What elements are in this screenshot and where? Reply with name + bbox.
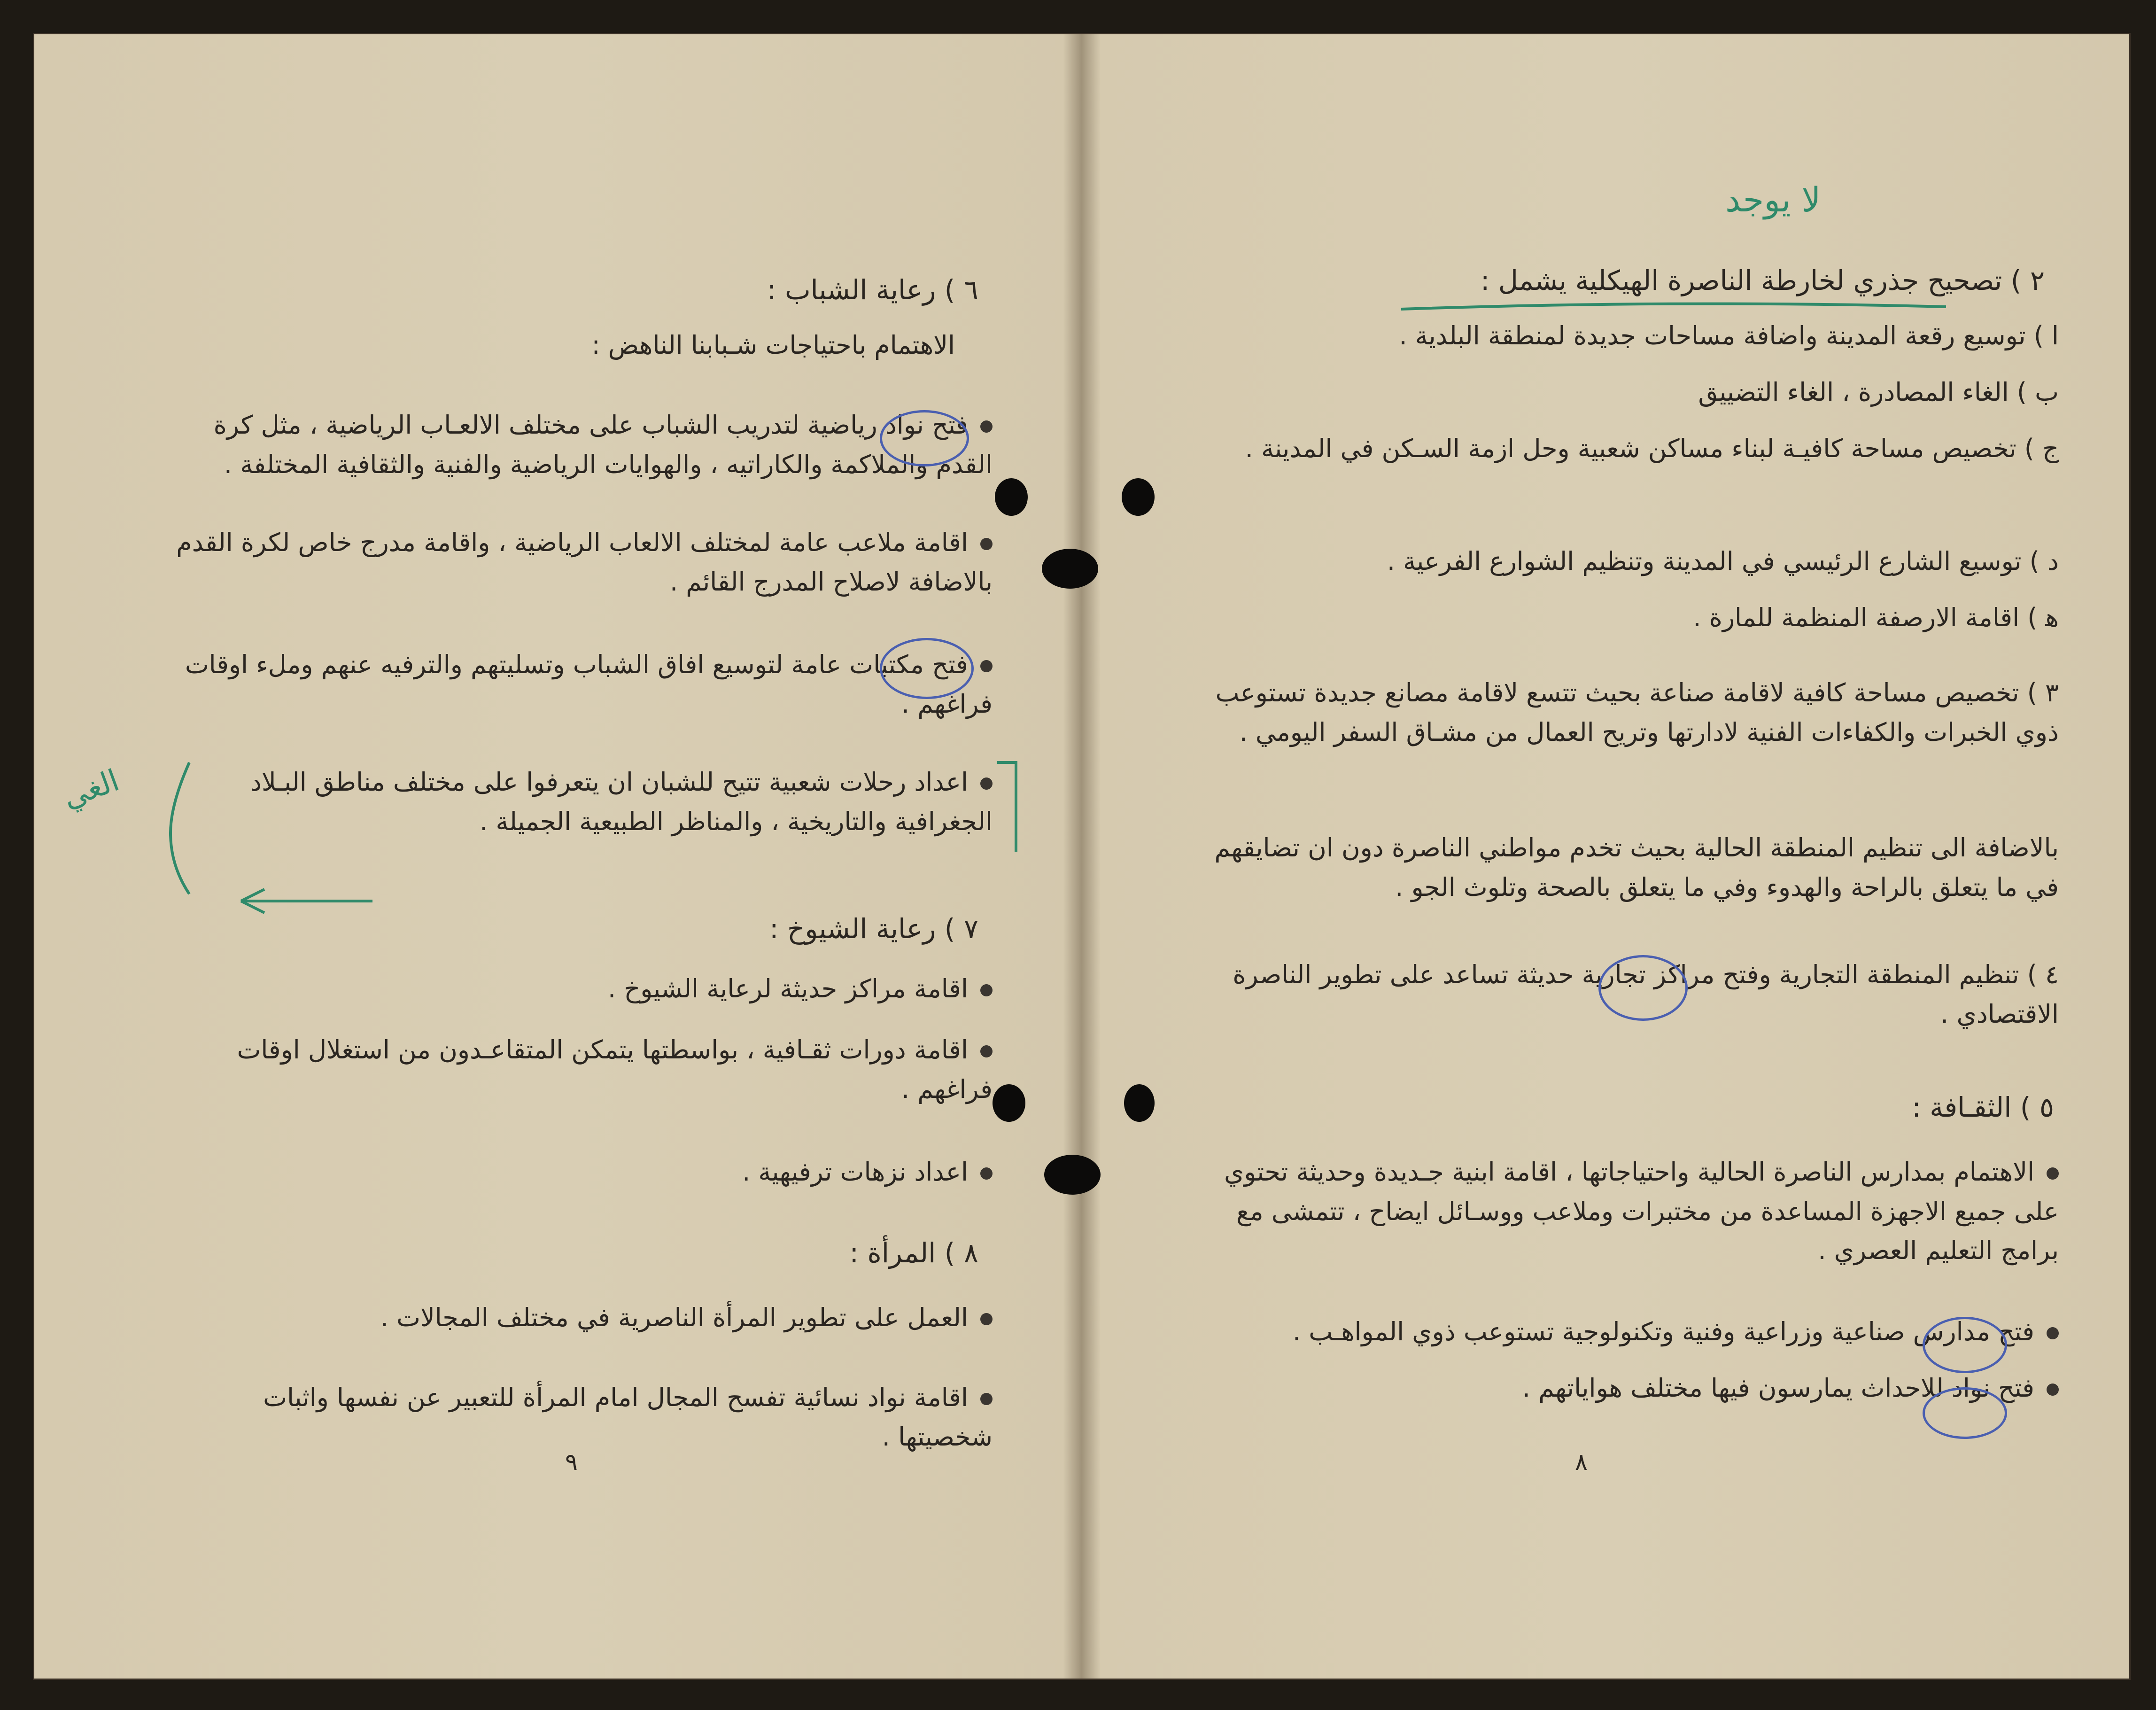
sec7-item: اقامة دورات ثقـافية ، بواسطتها يتمكن المتقاعـدون من استغلال اوقات فراغهم . bbox=[161, 1030, 993, 1109]
sec5-item: فتح مدارس صناعية وزراعية وفنية وتكنولوجية تستوعب ذوي المواهـب . bbox=[1213, 1312, 2059, 1352]
binding-hole bbox=[993, 1084, 1025, 1122]
binding-hole bbox=[1044, 1155, 1101, 1195]
pen-circle-annotation bbox=[1598, 955, 1688, 1021]
sec5-heading: ٥ ) الثقـافة : bbox=[1912, 1091, 2054, 1123]
center-fold bbox=[1063, 34, 1101, 1679]
top-note: لا يوجد bbox=[1725, 180, 1821, 219]
sec6-item: فتح مكتبات عامة لتوسيع افاق الشباب وتسليتهم والترفيه عنهم وملء اوقات فراغهم . bbox=[161, 645, 993, 723]
sec6-item: اعداد رحلات شعبية تتيح للشبان ان يتعرفوا على مختلف مناطق البـلاد الجغرافية والتاريخية ، والمناظر الطبيعية الجميلة . bbox=[161, 762, 993, 841]
sec3-text: ٣ ) تخصيص مساحة كافية لاقامة صناعة بحيث تتسع لاقامة مصانع جديدة تستوعب ذوي الخبرات والكفاءات الفنية لادارتها وتريح العمال من مشـاق السفر اليومي . bbox=[1215, 678, 2059, 747]
sec5-item: فتح نواد للاحداث يمارسون فيها مختلف هواياتهم . bbox=[1213, 1368, 2059, 1408]
sec7-heading: ٧ ) رعاية الشيوخ : bbox=[769, 913, 978, 945]
binding-hole bbox=[1124, 1084, 1155, 1122]
sec3-extra: بالاضافة الى تنظيم المنطقة الحالية بحيث تخدم مواطني الناصرة دون ان تضايقهم في ما يتعلق بالراحة والهدوء وفي ما يتعلق بالصحة وتلوث الجو . bbox=[1214, 833, 2059, 902]
sec8-heading: ٨ ) المرأة : bbox=[849, 1237, 978, 1269]
sec7-item: اقامة مراكز حديثة لرعاية الشيوخ . bbox=[457, 969, 993, 1009]
page-number-right: ٨ bbox=[1575, 1448, 1588, 1476]
sec5-item: الاهتمام بمدارس الناصرة الحالية واحتياجاتها ، اقامة ابنية جـديدة وحديثة تحتوي على جميع الاجهزة المساعدة من مختبرات وملاعب ووسـائل ايضاح ، تتمشى مع برامج التعليم العصري . bbox=[1213, 1152, 2059, 1270]
sec7-item: اعداد نزهات ترفيهية . bbox=[457, 1152, 993, 1192]
sec2-item: ﻫ ) اقامة الارصفة المنظمة للمارة . bbox=[1693, 603, 2059, 632]
margin-note: الغي bbox=[58, 763, 124, 816]
sec6-intro: الاهتمام باحتياجات شـبابنا الناهض : bbox=[591, 330, 955, 360]
sec4-text: ٤ ) تنظيم المنطقة التجارية وفتح مراكز تجارية حديثة تساعد على تطوير الناصرة الاقتصادي . bbox=[1233, 960, 2059, 1029]
arrow-annotation bbox=[232, 880, 382, 922]
binding-hole bbox=[1042, 549, 1098, 589]
sec6-item: فتح نواد رياضية لتدريب الشباب على مختلف الالعـاب الرياضية ، مثل كرة القدم والملاكمة والكاراتيه ، والهوايات الرياضية والفنية والثقافية المختلفة . bbox=[161, 405, 993, 484]
sec2-item: د ) توسيع الشارع الرئيسي في المدينة وتنظيم الشوارع الفرعية . bbox=[1387, 546, 2059, 576]
booklet-spread bbox=[33, 33, 2131, 1680]
binding-hole bbox=[995, 478, 1028, 516]
pen-circle-annotation bbox=[1923, 1387, 2007, 1439]
heading-underline bbox=[1396, 297, 1951, 316]
page-number-left: ٩ bbox=[565, 1448, 578, 1476]
pen-circle-annotation bbox=[1923, 1317, 2007, 1373]
sec8-item: اقامة نواد نسائية تفسح المجال امام المرأة للتعبير عن نفسها واثبات شخصيتها . bbox=[161, 1378, 993, 1456]
sec6-heading: ٦ ) رعاية الشباب : bbox=[767, 274, 978, 306]
sec2-item: ج ) تخصيص مساحة كافيـة لبناء مساكن شعبية وحل ازمة السـكن في المدينة . bbox=[1245, 434, 2059, 463]
pen-circle-annotation bbox=[880, 638, 974, 699]
sec6-item: اقامة ملاعب عامة لمختلف الالعاب الرياضية ، واقامة مدرج خاص لكرة القدم بالاضافة لاصلاح المدرج القائم . bbox=[161, 523, 993, 601]
sec2-item: ا ) توسيع رقعة المدينة واضافة مساحات جديدة لمنطقة البلدية . bbox=[1399, 321, 2059, 350]
binding-hole bbox=[1122, 478, 1155, 516]
sec2-heading: ٢ ) تصحيح جذري لخارطة الناصرة الهيكلية يشمل : bbox=[1480, 264, 2045, 296]
sec2-item: ب ) الغاء المصادرة ، الغاء التضييق bbox=[1698, 377, 2059, 407]
pen-circle-annotation bbox=[880, 410, 969, 466]
sec8-item: العمل على تطوير المرأة الناصرية في مختلف المجالات . bbox=[255, 1298, 993, 1337]
